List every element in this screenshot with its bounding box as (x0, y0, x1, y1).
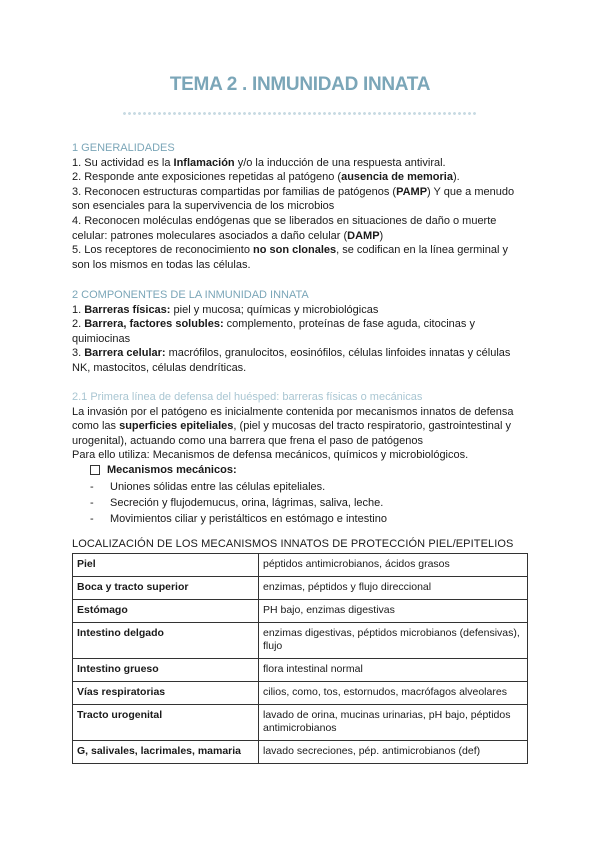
list-item: 1. Su actividad es la Inflamación y/o la inducción de una respuesta antiviral. (72, 156, 446, 169)
table-cell-mechanism: lavado de orina, mucinas urinarias, pH bajo, péptidos antimicrobianos (259, 705, 528, 741)
paragraph: Para ello utiliza: Mecanismos de defensa mecánicos, químicos y microbiológicos. (72, 449, 469, 462)
table-cell-site: Piel (73, 554, 259, 577)
table-row (73, 600, 528, 623)
bullet-item: - Secreción y flujodemucus, orina, lágrimas, saliva, leche. (72, 496, 528, 511)
section-heading: 2 COMPONENTES DE LA INMUNIDAD INNATA (72, 289, 309, 301)
table-row (73, 554, 528, 577)
table-row (73, 623, 528, 659)
table-row (73, 741, 528, 764)
table-cell-mechanism: enzimas digestivas, péptidos microbianos (defensivas), flujo (259, 623, 528, 659)
table-cell-site: Tracto urogenital (73, 705, 259, 741)
list-item: 1. Barreras físicas: piel y mucosa; químicas y microbiológicas (72, 303, 379, 316)
mechanisms-table (72, 553, 528, 764)
page-title: TEMA 2 . INMUNIDAD INNATA (169, 74, 431, 95)
bullet-list (72, 480, 528, 527)
section-primera-linea (72, 390, 528, 528)
table-cell-site: Vías respiratorias (73, 682, 259, 705)
bullet-item: - Movimientos ciliar y peristálticos en estómago e intestino (72, 512, 528, 527)
table-cell-mechanism: PH bajo, enzimas digestivas (259, 600, 528, 623)
paragraph: La invasión por el patógeno es inicialmente contenida por mecanismos innatos de defensa como las superficies epiteliales, (piel y mucosas del tracto respiratorio, gastrointestinal y urogenital), actuando como una barrera que frena el paso de patógenos (72, 405, 514, 447)
table-cell-mechanism: péptidos antimicrobianos, ácidos grasos (259, 554, 528, 577)
bullet-item: - Uniones sólidas entre las células epiteliales. (72, 480, 528, 495)
table-cell-site: Intestino grueso (73, 659, 259, 682)
table-cell-mechanism: cilios, como, tos, estornudos, macrófagos alveolares (259, 682, 528, 705)
table-cell-site: Estómago (73, 600, 259, 623)
title-dotted-divider (122, 111, 478, 117)
list-item: 3. Reconocen estructuras compartidas por familias de patógenos (PAMP) Y que a menudo son esenciales para la supervivencia de los microbios (72, 185, 515, 213)
table-cell-site: Boca y tracto superior (73, 577, 259, 600)
table-row (73, 577, 528, 600)
table-caption: LOCALIZACIÓN DE LOS MECANISMOS INNATOS DE PROTECCIÓN PIEL/EPITELIOS (72, 538, 514, 550)
table-cell-site: G, salivales, lacrimales, mamaria (73, 741, 259, 764)
list-item: 3. Barrera celular: macrófilos, granulocitos, eosinófilos, células linfoides innatas y células NK, mastocitos, células dendríticas. (72, 347, 511, 374)
section-heading: 1 GENERALIDADES (72, 142, 175, 154)
list-item: 4. Reconocen moléculas endógenas que se liberados en situaciones de daño o muerte celular: patrones moleculares asociados a daño celular (DAMP) (72, 214, 497, 242)
table-row (73, 705, 528, 741)
list-item: 5. Los receptores de reconocimiento no son clonales, se codifican en la línea germinal y son los mismos en todas las células. (72, 244, 508, 271)
table-row (73, 659, 528, 682)
section-generalidades (72, 141, 528, 272)
table-cell-mechanism: flora intestinal normal (259, 659, 528, 682)
table-cell-mechanism: lavado secreciones, pép. antimicrobianos (def) (259, 741, 528, 764)
list-item: 2. Barrera, factores solubles: complemento, proteínas de fase aguda, citocinas y quimiocinas (72, 318, 475, 345)
section-componentes (72, 288, 528, 376)
subsection-heading: 2.1 Primera línea de defensa del huésped: barreras físicas o mecánicas (72, 391, 423, 403)
list-item: 2. Responde ante exposiciones repetidas al patógeno (ausencia de memoria). (72, 171, 460, 184)
checklist-label: Mecanismos mecánicos: (107, 463, 237, 476)
table-row (73, 682, 528, 705)
table-cell-site: Intestino delgado (73, 623, 259, 659)
table-cell-mechanism: enzimas, péptidos y flujo direccional (259, 577, 528, 600)
checklist-item (90, 463, 528, 478)
checkbox-icon (90, 465, 100, 475)
